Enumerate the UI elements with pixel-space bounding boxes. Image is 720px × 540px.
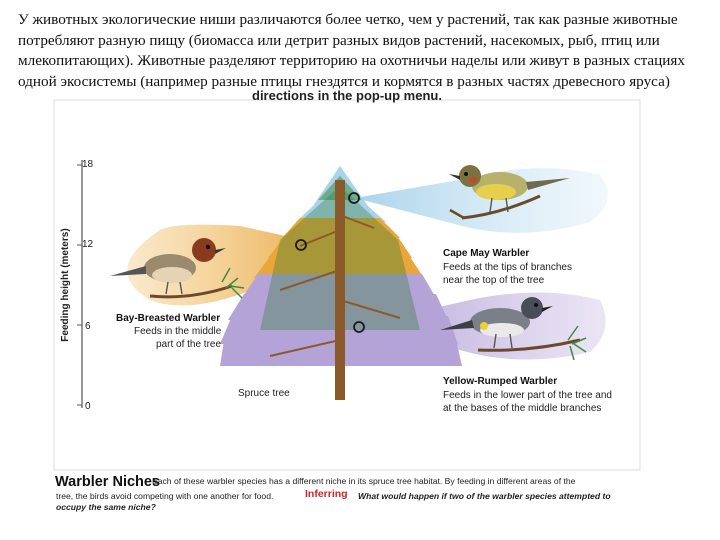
bay-breasted-name: Bay-Breasted Warbler <box>116 313 221 324</box>
spruce-tree-label: Spruce tree <box>238 388 290 399</box>
yellow-rumped-desc-2: at the bases of the middle branches <box>443 403 602 414</box>
axis-tick-0: 0 <box>85 401 91 412</box>
axis-tick-6: 6 <box>85 321 91 332</box>
intro-paragraph: У животных экологические ниши различаются более четко, чем у растений, так как разные животные потребляют разную пищу (биомасса или детрит разных видов растений, насекомых, рыб, птиц или млекопитающих). Животные разделяют территорию на охотничьи наделы или живут в разных стациях одной экосистемы (например разные птицы гнездятся и кормятся в разных частях древесного яруса) <box>18 11 686 90</box>
caption-title: Warbler Niches <box>55 474 161 490</box>
caption-line-1: Each of these warbler species has a different niche in its spruce tree habitat. By feeding in different areas of the <box>152 476 576 486</box>
bay-breasted-desc-1: Feeds in the middle <box>134 326 222 337</box>
cape-may-desc-2: near the top of the tree <box>443 275 545 286</box>
caption-line-3: occupy the same niche? <box>56 502 156 512</box>
yellow-rumped-desc-1: Feeds in the lower part of the tree and <box>443 390 612 401</box>
caption-line-2: tree, the birds avoid competing with one another for food. <box>56 491 274 501</box>
inferring-label: Inferring <box>305 488 348 500</box>
cape-may-name: Cape May Warbler <box>443 248 530 259</box>
axis-label: Feeding height (meters) <box>60 228 71 342</box>
cape-may-desc-1: Feeds at the tips of branches <box>443 262 572 273</box>
caption-question: What would happen if two of the warbler species attempted to <box>358 491 611 501</box>
axis-tick-12: 12 <box>82 239 94 250</box>
yellow-rumped-name: Yellow-Rumped Warbler <box>443 376 558 387</box>
bay-breasted-desc-2: part of the tree <box>156 339 222 350</box>
axis-tick-18: 18 <box>82 159 94 170</box>
clipped-heading: directions in the pop-up menu. <box>252 88 442 103</box>
